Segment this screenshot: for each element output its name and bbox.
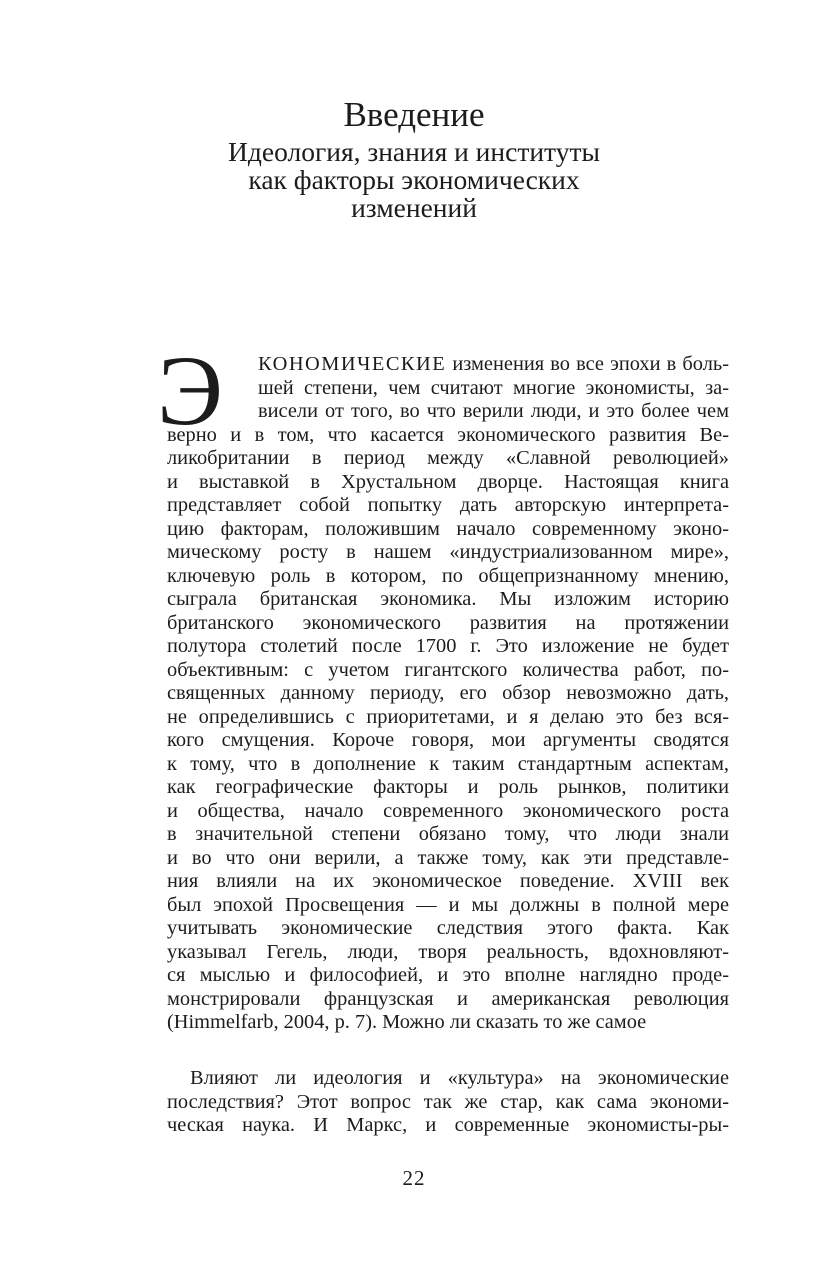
body-line: и выставкой в Хрустальном дворце. Настоящая книга (167, 470, 729, 493)
chapter-title: Введение (343, 95, 485, 134)
body-line: сыграла британская экономика. Мы изложим историю (167, 588, 729, 610)
drop-cap-letter: Э (157, 335, 224, 446)
body-line: был эпохой Просвещения — и мы должны в полной мере (167, 893, 729, 916)
body-line: в значительной степени обязано тому, что люди знали (167, 823, 729, 845)
body-line: последствия? Этот вопрос так же стар, как сама экономи- (167, 1090, 729, 1113)
body-line (258, 353, 729, 377)
body-line: висели от того, во что верили люди, и это более чем (258, 400, 729, 422)
body-line: полутора столетий после 1700 г. Это изложение не будет (167, 635, 729, 657)
chapter-subtitle-line-2: как факторы экономических (248, 164, 580, 195)
body-line: цию факторам, положившим начало современному эконо- (167, 517, 729, 540)
body-line: мическому росту в нашем «индустриализованном мире», (167, 541, 729, 563)
body-line: объективным: с учетом гигантского количества работ, по- (167, 658, 729, 681)
lead-word: КОНОМИЧЕСКИЕ (258, 353, 447, 375)
body-line: к тому, что в дополнение к таким стандартным аспектам, (167, 752, 729, 775)
chapter-subtitle-line-3: изменений (351, 192, 477, 223)
body-line: и во что они верили, а также тому, как эти представле- (167, 846, 729, 869)
body-line: священных данному периоду, его обзор невозможно дать, (167, 682, 729, 704)
body-line: ся мыслью и философией, и это вполне наглядно проде- (167, 964, 729, 986)
body-line: не определившись с приоритетами, и я делаю это без вся- (167, 705, 729, 728)
body-line: монстрировали французская и американская революция (167, 987, 729, 1010)
chapter-subtitle-line-1: Идеология, знания и институты (228, 136, 600, 167)
page-number: 22 (402, 1166, 426, 1190)
body-line: ческая наука. И Маркс, и современные экономисты-ры- (167, 1114, 729, 1136)
body-line: британского экономического развития на протяжении (167, 611, 729, 634)
body-line: учитывать экономические следствия этого факта. Как (167, 917, 729, 939)
body-text-paragraph-1 (167, 424, 729, 1035)
body-line: представляет собой попытку дать авторскую интерпрета- (167, 494, 729, 516)
body-line: кого смущения. Короче говоря, мои аргументы сводятся (167, 729, 729, 751)
body-line: ния влияли на их экономическое поведение. XVIII век (167, 870, 729, 892)
first-line-rest: изменения во все эпохи в боль- (446, 353, 729, 375)
body-line: и общества, начало современного экономического роста (167, 799, 729, 822)
body-line: верно и в том, что касается экономического развития Ве- (167, 423, 729, 446)
body-line: шей степени, чем считают многие экономисты, за- (258, 376, 729, 399)
body-text-dropcap-area (258, 353, 729, 424)
body-line: указывал Гегель, люди, творя реальность, вдохновляют- (167, 940, 729, 963)
chapter-heading (0, 92, 828, 222)
body-line: ликобритании в период между «Славной революцией» (167, 447, 729, 469)
body-text-paragraph-2 (167, 1067, 729, 1138)
body-line: ключевую роль в котором, по общепризнанному мнению, (167, 564, 729, 587)
body-line: как географические факторы и роль рынков, политики (167, 776, 729, 798)
body-line: (Himmelfarb, 2004, p. 7). Можно ли сказать то же самое (167, 1011, 647, 1033)
body-line: Влияют ли идеология и «культура» на экономические (190, 1067, 729, 1089)
